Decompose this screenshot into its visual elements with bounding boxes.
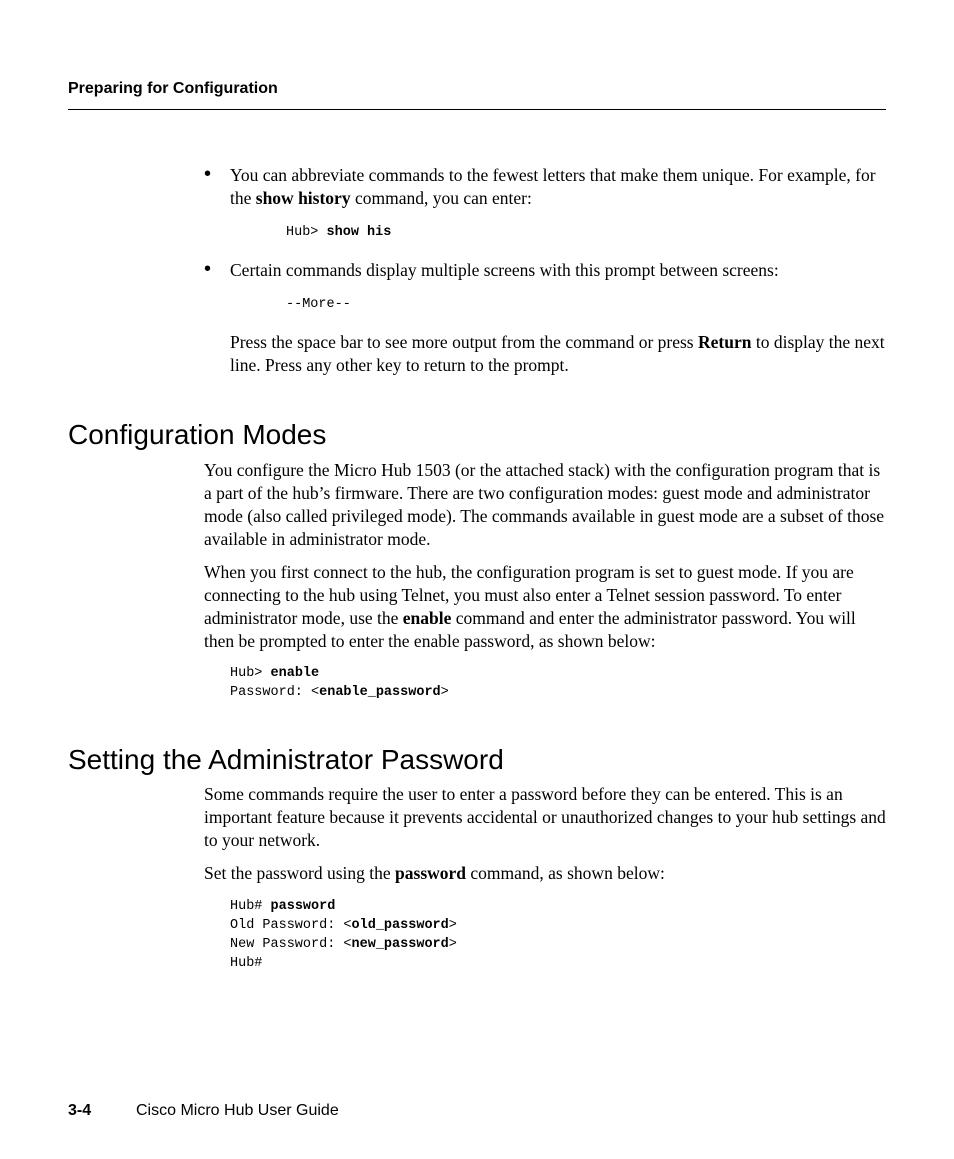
bullet-dot: • xyxy=(204,163,212,185)
code-line: Hub> enable xyxy=(230,666,320,681)
code-block-show-his xyxy=(286,223,391,242)
code-block-password xyxy=(230,897,457,973)
section-2-paragraph-2 xyxy=(204,862,888,885)
followup-bold: Return xyxy=(698,332,752,352)
code-block-enable xyxy=(230,664,449,702)
followup-pre: Press the space bar to see more output from the command or press xyxy=(230,332,698,352)
p2-pre: Set the password using the xyxy=(204,863,396,883)
section-2-paragraph-1: Some commands require the user to enter a password before they can be entered. This is an important feature because it prevents accidental or unauthorized changes to your hub settings and to your network. xyxy=(204,784,886,850)
code-command: show his xyxy=(326,225,392,240)
code-line: Old Password: <old_password> xyxy=(230,918,457,933)
p2-post: command and enter the administrator password. You will then be prompted to enter the enable password, as shown below: xyxy=(204,608,856,651)
footer-page-number: 3-4 xyxy=(68,1102,92,1119)
p2-bold: enable xyxy=(402,608,452,628)
footer-guide-title: Cisco Micro Hub User Guide xyxy=(136,1102,339,1119)
section-1-paragraph-2 xyxy=(204,561,888,653)
bullet-1-bold: show history xyxy=(255,188,351,208)
header-rule xyxy=(68,109,886,110)
code-line: New Password: <new_password> xyxy=(230,937,457,952)
section-title-configuration-modes: Configuration Modes xyxy=(68,419,327,450)
section-title-admin-password: Setting the Administrator Password xyxy=(68,744,504,775)
code-prompt: Hub> xyxy=(286,225,327,240)
code-line: Password: <enable_password> xyxy=(230,685,449,700)
bullet-1-pre: You can abbreviate commands to the fewest letters that make them unique. For example, for the xyxy=(230,165,876,208)
bullet-dot: • xyxy=(204,258,212,280)
section-1-paragraph-1: You configure the Micro Hub 1503 (or the attached stack) with the configuration program that is a part of the hub’s firmware. There are two configuration modes: guest mode and administrator mode (also called privileged mode). The commands available in guest mode are a subset of those available in administrator mode. xyxy=(204,460,885,549)
bullet-2-text: Certain commands display multiple screens with this prompt between screens: xyxy=(230,260,779,280)
code-block-more: --More-- xyxy=(286,297,351,312)
p2-bold: password xyxy=(395,863,467,883)
bullet-1-text xyxy=(230,164,890,210)
p2-post: command, as shown below: xyxy=(466,863,665,883)
code-line: Hub# password xyxy=(230,899,336,914)
running-head: Preparing for Configuration xyxy=(68,80,278,97)
bullet-2-followup xyxy=(230,331,890,377)
followup-post: to display the next line. Press any other key to return to the prompt. xyxy=(230,332,885,375)
code-line: Hub# xyxy=(230,956,263,971)
p2-pre: When you first connect to the hub, the configuration program is set to guest mode. If you are connecting to the hub using Telnet, you must also enter a Telnet session password. To enter administrator mode, use the xyxy=(204,562,854,628)
bullet-1-post: command, you can enter: xyxy=(350,188,532,208)
